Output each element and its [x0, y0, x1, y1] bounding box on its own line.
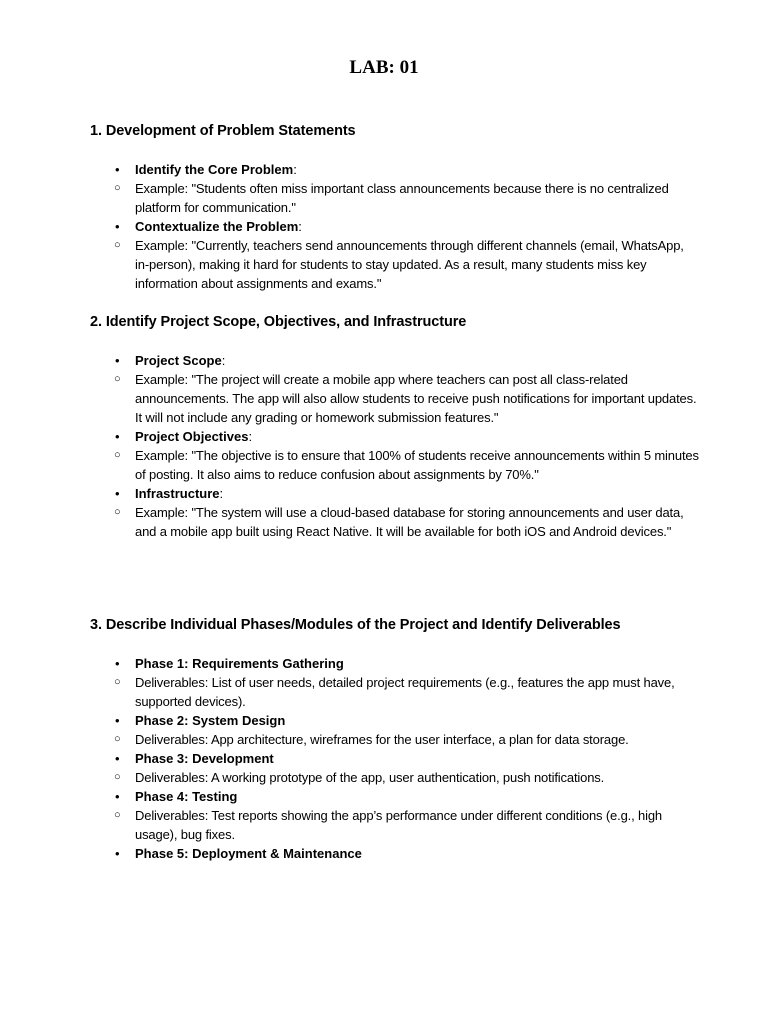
item-label: Contextualize the Problem	[135, 219, 299, 234]
sub-item-text: Deliverables: List of user needs, detailed project requirements (e.g., features the app must have, supported devices).	[135, 675, 675, 709]
item-label: Phase 1: Requirements Gathering	[135, 656, 344, 671]
sub-item	[90, 179, 700, 217]
circle-bullet-icon: ○	[114, 809, 121, 821]
section-heading: 2. Identify Project Scope, Objectives, and Infrastructure	[90, 314, 467, 330]
sub-item-text: Deliverables: A working prototype of the app, user authentication, push notifications.	[135, 770, 605, 785]
sub-item	[90, 768, 700, 787]
item-label: Identify the Core Problem	[135, 162, 294, 177]
list-item	[90, 749, 700, 768]
circle-bullet-icon: ○	[114, 182, 121, 194]
sub-item	[90, 446, 700, 484]
section-phases-deliverables	[90, 615, 700, 863]
sub-item-text: Example: "The system will use a cloud-based database for storing announcements and user data, and a mobile app built using React Native. It will be available for both iOS and Android devices."	[135, 505, 684, 539]
list-item	[90, 217, 700, 236]
sub-item	[90, 370, 700, 427]
bullet-icon: •	[115, 219, 120, 234]
list-item	[90, 654, 700, 673]
item-suffix: :	[293, 162, 297, 177]
sub-item-text: Deliverables: Test reports showing the app’s performance under different conditions (e.g., high usage), bug fixes.	[135, 808, 663, 842]
list-item	[90, 711, 700, 730]
section-heading: 1. Development of Problem Statements	[90, 123, 356, 139]
sub-item-text: Deliverables: App architecture, wireframes for the user interface, a plan for data storage.	[135, 732, 629, 747]
item-suffix: :	[221, 353, 226, 368]
item-label: Infrastructure	[135, 486, 220, 501]
item-label: Phase 5: Deployment & Maintenance	[135, 846, 362, 861]
bullet-icon: •	[115, 789, 120, 804]
sub-item	[90, 730, 700, 749]
list-item	[90, 351, 700, 370]
sub-item-text: Example: "Students often miss important class announcements because there is no centralized platform for communication."	[135, 181, 669, 215]
list-item	[90, 427, 700, 446]
circle-bullet-icon: ○	[114, 449, 121, 461]
item-suffix: :	[219, 486, 224, 501]
item-label: Project Scope	[135, 353, 222, 368]
bullet-icon: •	[115, 846, 120, 861]
list-item	[90, 484, 700, 503]
item-label: Phase 4: Testing	[135, 789, 238, 804]
sub-item	[90, 806, 700, 844]
list-item	[90, 160, 700, 179]
sub-item-text: Example: "The objective is to ensure that 100% of students receive announcements within 5 minutes of posting. It also aims to reduce confusion about assignments by 70%."	[135, 448, 699, 482]
sub-item	[90, 673, 700, 711]
circle-bullet-icon: ○	[114, 733, 121, 745]
sub-item-text: Example: "The project will create a mobile app where teachers can post all class-related announcements. The app will also allow students to receive push notifications for important updates. It will not include any grading or homework submission features."	[135, 372, 697, 425]
bullet-icon: •	[115, 713, 120, 728]
document-title: LAB: 01	[349, 57, 419, 78]
item-label: Phase 2: System Design	[135, 713, 286, 728]
list-item	[90, 787, 700, 806]
section-heading: 3. Describe Individual Phases/Modules of the Project and Identify Deliverables	[90, 617, 621, 633]
sub-item-text: Example: "Currently, teachers send announcements through different channels (email, WhatsApp, in-person), making it hard for students to stay updated. As a result, many students miss key information about assignments and exams."	[135, 238, 684, 291]
bullet-icon: •	[115, 486, 120, 501]
bullet-icon: •	[115, 162, 120, 177]
sub-item	[90, 236, 700, 293]
circle-bullet-icon: ○	[114, 239, 121, 251]
section-scope-objectives	[90, 312, 700, 541]
circle-bullet-icon: ○	[114, 506, 121, 518]
item-label: Phase 3: Development	[135, 751, 274, 766]
bullet-icon: •	[115, 353, 120, 368]
bullet-icon: •	[115, 656, 120, 671]
section-problem-statements	[90, 121, 700, 293]
item-suffix: :	[248, 429, 253, 444]
item-label: Project Objectives	[135, 429, 249, 444]
circle-bullet-icon: ○	[114, 676, 121, 688]
circle-bullet-icon: ○	[114, 373, 121, 385]
list-item	[90, 844, 700, 863]
bullet-icon: •	[115, 751, 120, 766]
bullet-icon: •	[115, 429, 120, 444]
circle-bullet-icon: ○	[114, 771, 121, 783]
item-suffix: :	[298, 219, 302, 234]
sub-item	[90, 503, 700, 541]
